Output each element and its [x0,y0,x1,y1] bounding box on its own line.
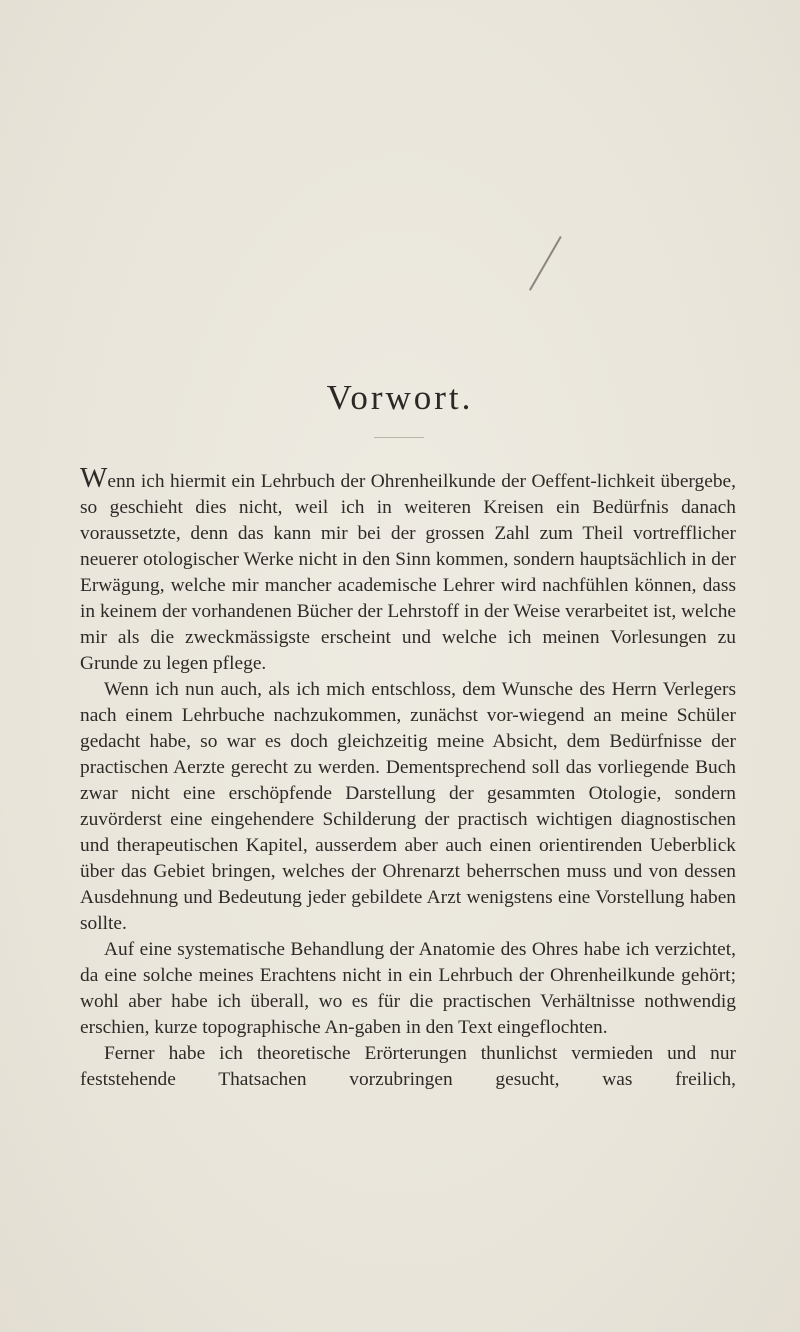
paragraph-4: Ferner habe ich theoretische Erörterungen thunlichst vermieden und nur feststehende Thatsachen vorzubringen gesucht, was freilich, [80,1043,736,1090]
initial-letter: W [80,462,108,494]
preface-text [80,462,736,1093]
title-divider [374,437,424,438]
paragraph-2: Wenn ich nun auch, als ich mich entschloss, dem Wunsche des Herrn Verlegers nach einem Lehrbuche nachzukommen, zunächst vor-wiegend an meine Schüler gedacht habe, so war es doch gleichzeitig meine Absicht, dem Bedürfnisse der practischen Aerzte gerecht zu werden. Dementsprechend soll das vorliegende Buch zwar nicht eine erschöpfende Darstellung der gesammten Otologie, sondern zuvörderst eine eingehendere Schilderung der practisch wichtigen diagnostischen und therapeutischen Kapitel, ausserdem aber auch einen orientirenden Ueberblick über das Gebiet bringen, welches der Ohrenarzt beherrschen muss und von dessen Ausdehnung und Bedeutung jeder gebildete Arzt wenigstens eine Vorstellung haben sollte. [80,679,736,934]
pencil-stroke-mark [529,236,562,291]
paragraph-1-text: enn ich hiermit ein Lehrbuch der Ohrenheilkunde der Oeffent-lichkeit übergebe, so geschieht dies nicht, weil ich in weiteren Kreisen ein Bedürfnis danach voraussetzte, denn das kann mir bei der grossen Zahl zum Theil vortrefflicher neuerer otologischer Werke nicht in den Sinn kommen, sondern hauptsächlich in der Erwägung, welche mir mancher academische Lehrer wird nachfühlen können, dass in keinem der vorhandenen Bücher der Lehrstoff in der Weise verarbeitet ist, welche mir als die zweckmässigste erscheint und welche ich meinen Vorlesungen zu Grunde zu legen pflege. [80,471,736,674]
paragraph-1 [80,462,736,677]
paragraph-3: Auf eine systematische Behandlung der Anatomie des Ohres habe ich verzichtet, da eine solche meines Erachtens nicht in ein Lehrbuch der Ohrenheilkunde gehört; wohl aber habe ich überall, wo es für die practischen Verhältnisse nothwendig erschien, kurze topographische An-gaben in den Text eingeflochten. [80,939,736,1038]
page-title: Vorwort. [326,378,474,417]
